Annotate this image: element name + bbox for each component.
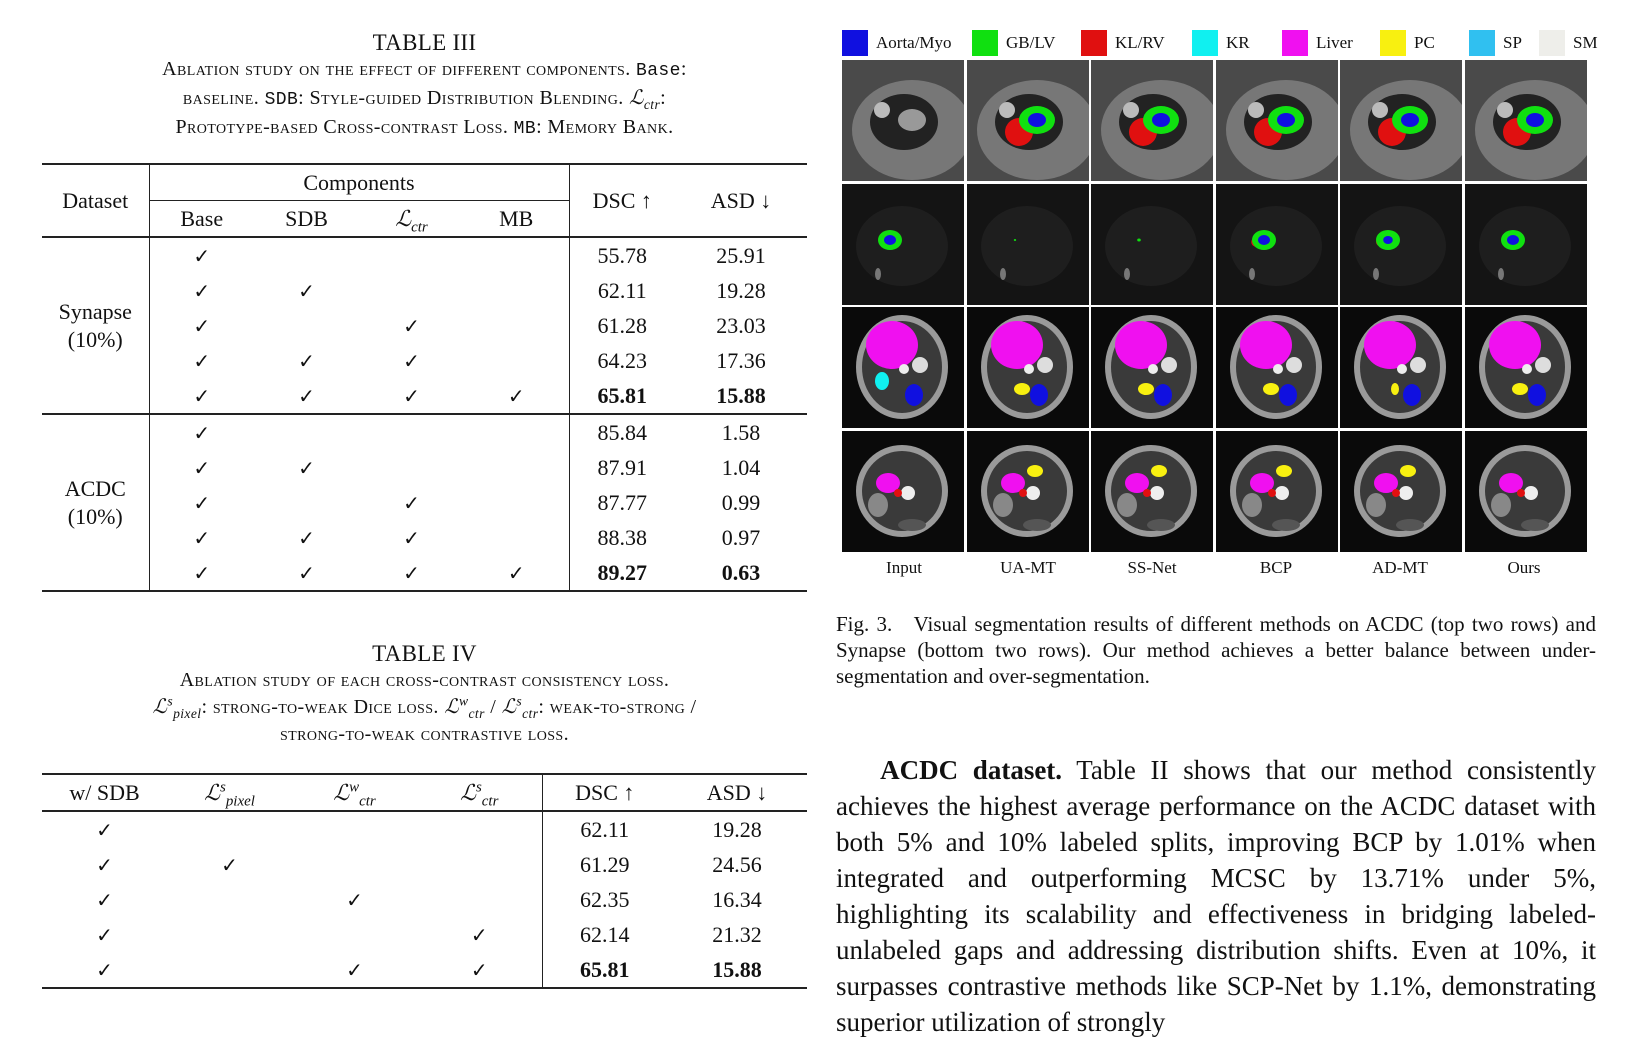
cell-lctr-w: ✓ — [346, 957, 363, 982]
cell-wsdb: ✓ — [96, 852, 113, 877]
cell-mb — [464, 414, 569, 450]
table4-caption — [42, 667, 807, 748]
cell-dsc: 87.77 — [569, 485, 675, 520]
legend-label: SM — [1573, 33, 1598, 52]
cell-base: ✓ — [193, 383, 211, 408]
cell-wsdb: ✓ — [96, 817, 113, 842]
header-dataset: Dataset — [42, 164, 149, 237]
legend-item — [1081, 30, 1165, 56]
header-lctr-s: ℒ$^s_{ctr}$ — [417, 774, 542, 811]
table-row — [42, 414, 807, 450]
cell-lctr: ✓ — [403, 313, 420, 338]
cell-lctr: ✓ — [403, 383, 420, 408]
cell-base: ✓ — [193, 243, 211, 268]
cell-asd: 21.32 — [712, 921, 762, 947]
cell-mb — [464, 237, 569, 273]
table-row — [42, 847, 807, 882]
cell-lctr — [359, 414, 464, 450]
thumbnail-graphic — [1465, 307, 1587, 428]
caption-text: : — [660, 87, 667, 109]
cell-dsc: 62.11 — [569, 273, 675, 308]
legend-item — [1539, 30, 1598, 56]
lctr-symbol: ℒ$_{ctr}$ — [629, 87, 661, 112]
cell-mb — [464, 520, 569, 555]
cell-lctr — [359, 237, 464, 273]
cell-asd-best: 15.88 — [712, 956, 762, 982]
cell-lpixel — [167, 882, 292, 917]
caption-text: : strong-to-weak Dice loss. — [201, 696, 439, 718]
cell-sdb: ✓ — [298, 348, 315, 373]
legend-label: Liver — [1316, 33, 1353, 52]
thumbnail-graphic — [842, 60, 964, 181]
thumbnail-graphic — [1091, 431, 1213, 552]
cell-wsdb: ✓ — [96, 887, 113, 912]
cell-lctr-w — [292, 917, 417, 952]
table-row — [42, 485, 807, 520]
legend-swatch — [1282, 30, 1308, 56]
legend-label: KR — [1226, 33, 1250, 52]
caption-text: : Style-guided Distribution Blending. — [298, 87, 624, 109]
cell-mb — [464, 343, 569, 378]
cell-lctr — [359, 273, 464, 308]
segmentation-thumbnail — [967, 431, 1089, 552]
cell-mb — [464, 308, 569, 343]
thumbnail-graphic — [842, 431, 964, 552]
caption-text: : — [680, 58, 687, 80]
legend-swatch — [1380, 30, 1406, 56]
cell-lctr — [359, 450, 464, 485]
cell-asd: 23.03 — [716, 312, 766, 338]
cell-asd: 1.04 — [721, 454, 761, 480]
legend-label: Aorta/Myo — [876, 33, 952, 52]
column-label: BCP — [1259, 558, 1293, 577]
cell-base: ✓ — [193, 490, 211, 515]
cell-lctr-w — [292, 811, 417, 847]
lctr-s-symbol: ℒ$^s_{ctr}$ — [501, 693, 539, 721]
cell-wsdb: ✓ — [96, 922, 113, 947]
legend-item — [1192, 30, 1250, 56]
segmentation-thumbnail — [842, 307, 964, 428]
cell-dsc-best: 65.81 — [580, 956, 630, 982]
cell-dsc-best: 89.27 — [569, 555, 675, 591]
cell-lpixel: ✓ — [221, 852, 238, 877]
cell-base: ✓ — [193, 348, 211, 373]
cell-dsc-best: 65.81 — [569, 378, 675, 414]
thumbnail-graphic — [1465, 184, 1587, 305]
cell-base: ✓ — [193, 420, 211, 445]
thumbnail-graphic — [1340, 307, 1462, 428]
cell-dsc: 85.84 — [569, 414, 675, 450]
segmentation-thumbnail — [1340, 431, 1462, 552]
cell-asd: 1.58 — [721, 419, 761, 445]
column-label: Input — [886, 558, 922, 577]
segmentation-thumbnail — [1091, 60, 1213, 181]
cell-base: ✓ — [193, 560, 211, 585]
figure-number: Fig. 3. — [836, 612, 893, 636]
thumbnail-graphic — [1216, 307, 1338, 428]
thumbnail-graphic — [1091, 184, 1213, 305]
table-row — [42, 882, 807, 917]
figure-legend — [842, 30, 1602, 58]
thumbnail-graphic — [967, 184, 1089, 305]
cell-lctr: ✓ — [403, 525, 420, 550]
table-row — [42, 273, 807, 308]
legend-item — [1380, 30, 1435, 56]
cell-asd-best: 0.63 — [721, 559, 761, 585]
paragraph-lead: ACDC dataset. — [880, 755, 1063, 785]
header-base: Base — [180, 205, 224, 231]
thumbnail-graphic — [967, 431, 1089, 552]
column-label: SS-Net — [1127, 558, 1177, 577]
thumbnail-graphic — [1091, 60, 1213, 181]
caption-text: Prototype-based Cross-contrast Loss. — [175, 116, 509, 138]
header-asd: ASD ↓ — [675, 164, 807, 237]
thumbnail-graphic — [967, 60, 1089, 181]
cell-mb — [464, 485, 569, 520]
legend-label: SP — [1503, 33, 1522, 52]
legend-swatch — [1081, 30, 1107, 56]
legend-swatch — [1539, 30, 1565, 56]
body-paragraph — [836, 752, 1596, 1040]
thumbnail-graphic — [1340, 431, 1462, 552]
thumbnail-graphic — [1465, 60, 1587, 181]
thumbnail-graphic — [967, 307, 1089, 428]
thumbnail-graphic — [1216, 184, 1338, 305]
legend-swatch — [1469, 30, 1495, 56]
header-sdb: SDB — [285, 205, 328, 231]
column-label: AD-MT — [1372, 558, 1428, 577]
cell-dsc: 62.11 — [580, 816, 630, 842]
caption-text: / — [490, 696, 497, 718]
cell-dsc: 61.28 — [569, 308, 675, 343]
segmentation-thumbnail — [1216, 184, 1338, 305]
legend-swatch — [1192, 30, 1218, 56]
thumbnail-graphic — [1216, 60, 1338, 181]
caption-text: Ablation study on the effect of different components. — [162, 58, 631, 80]
segmentation-thumbnail — [1216, 60, 1338, 181]
caption-text: baseline. — [182, 87, 260, 109]
cell-base: ✓ — [193, 278, 211, 303]
segmentation-thumbnail — [842, 184, 964, 305]
cell-lctr-w: ✓ — [346, 887, 363, 912]
legend-item — [1282, 30, 1353, 56]
header-asd: ASD ↓ — [706, 779, 768, 805]
cell-sdb — [254, 485, 359, 520]
cell-asd: 16.34 — [712, 886, 762, 912]
cell-lctr-s: ✓ — [417, 917, 542, 952]
table-row — [42, 811, 807, 847]
header-wsdb: w/ SDB — [69, 779, 140, 805]
cell-asd: 19.28 — [712, 816, 762, 842]
legend-label: GB/LV — [1006, 33, 1056, 52]
segmentation-thumbnail — [967, 60, 1089, 181]
cell-dsc: 62.14 — [580, 921, 630, 947]
caption-abbrev: Base — [636, 61, 681, 81]
cell-dsc: 62.35 — [580, 886, 630, 912]
cell-lctr-s: ✓ — [417, 952, 542, 988]
table-row — [42, 555, 807, 591]
caption-abbrev: MB — [513, 119, 537, 139]
header-lctr-w: ℒ$^w_{ctr}$ — [333, 779, 376, 809]
legend-swatch — [972, 30, 998, 56]
legend-item — [972, 30, 1055, 56]
segmentation-thumbnail — [1216, 431, 1338, 552]
legend-item — [842, 30, 952, 56]
caption-text: strong-to-weak contrastive loss. — [280, 723, 569, 745]
cell-sdb: ✓ — [298, 525, 315, 550]
column-label: Ours — [1507, 558, 1541, 577]
cell-sdb: ✓ — [298, 455, 315, 480]
table4 — [42, 773, 807, 989]
header-mb: MB — [499, 205, 534, 231]
cell-mb: ✓ — [507, 383, 525, 408]
cell-dsc: 61.29 — [580, 851, 630, 877]
cell-lctr: ✓ — [403, 348, 420, 373]
header-dsc: DSC ↑ — [575, 779, 635, 805]
caption-text: Ablation study of each cross-contrast consistency loss. — [179, 669, 670, 691]
cell-sdb: ✓ — [298, 278, 315, 303]
lpixel-symbol: ℒ$^s_{pixel}$ — [152, 693, 202, 721]
group-label-synapse: Synapse (10%) — [42, 237, 149, 414]
segmentation-thumbnail — [967, 184, 1089, 305]
cell-asd: 0.97 — [721, 524, 761, 550]
cell-lpixel — [167, 917, 292, 952]
segmentation-thumbnail — [1465, 307, 1587, 428]
cell-asd: 25.91 — [716, 242, 766, 268]
segmentation-thumbnail — [842, 60, 964, 181]
lctr-w-symbol: ℒ$^w_{ctr}$ — [444, 693, 485, 721]
caption-text: : weak-to-strong / — [538, 696, 697, 718]
cell-lpixel — [167, 811, 292, 847]
caption-abbrev: SDB — [264, 90, 299, 110]
group-label-acdc: ACDC (10%) — [42, 414, 149, 591]
figure-caption — [836, 611, 1596, 689]
table-row — [42, 952, 807, 988]
figure-caption-text: Visual segmentation results of different methods on ACDC (top two rows) and Synapse (bottom two rows). Our method achieves a better balance between under-segmentation and over-segmentation. — [836, 612, 1596, 688]
thumbnail-graphic — [1465, 431, 1587, 552]
table4-title: TABLE IV — [372, 641, 477, 666]
table-row — [42, 378, 807, 414]
cell-sdb — [254, 414, 359, 450]
cell-dsc: 55.78 — [569, 237, 675, 273]
cell-sdb: ✓ — [298, 560, 315, 585]
caption-text: : Memory Bank. — [536, 116, 674, 138]
segmentation-thumbnail — [967, 307, 1089, 428]
segmentation-thumbnail — [1465, 184, 1587, 305]
cell-sdb — [254, 237, 359, 273]
legend-label: KL/RV — [1115, 33, 1165, 52]
cell-sdb: ✓ — [298, 383, 315, 408]
table-row — [42, 450, 807, 485]
cell-lctr-s — [417, 882, 542, 917]
table-row — [42, 343, 807, 378]
thumbnail-graphic — [1340, 60, 1462, 181]
cell-dsc: 64.23 — [569, 343, 675, 378]
segmentation-thumbnail — [842, 431, 964, 552]
segmentation-thumbnail — [1340, 307, 1462, 428]
thumbnail-graphic — [1216, 431, 1338, 552]
table-row — [42, 520, 807, 555]
segmentation-thumbnail — [1465, 60, 1587, 181]
table3 — [42, 163, 807, 592]
cell-lctr: ✓ — [403, 560, 420, 585]
segmentation-thumbnail — [1216, 307, 1338, 428]
table-row — [42, 308, 807, 343]
cell-asd: 17.36 — [716, 347, 766, 373]
cell-base: ✓ — [193, 525, 211, 550]
table3-title: TABLE III — [372, 30, 477, 55]
cell-lctr: ✓ — [403, 490, 420, 515]
segmentation-thumbnail — [1340, 184, 1462, 305]
header-lpixel: ℒ$^s_{pixel}$ — [204, 779, 255, 809]
cell-asd: 19.28 — [716, 277, 766, 303]
cell-wsdb: ✓ — [96, 957, 113, 982]
header-lctr: ℒ$_{ctr}$ — [395, 205, 428, 235]
legend-swatch — [842, 30, 868, 56]
cell-asd: 24.56 — [712, 851, 762, 877]
cell-asd: 0.99 — [721, 489, 761, 515]
cell-mb: ✓ — [507, 560, 525, 585]
cell-mb — [464, 273, 569, 308]
thumbnail-graphic — [842, 184, 964, 305]
segmentation-thumbnail — [1091, 431, 1213, 552]
legend-item — [1469, 30, 1522, 56]
segmentation-image-grid — [842, 60, 1589, 552]
segmentation-thumbnail — [1091, 184, 1213, 305]
cell-mb — [464, 450, 569, 485]
cell-lctr-s — [417, 811, 542, 847]
column-label: UA-MT — [1000, 558, 1056, 577]
table-row — [42, 917, 807, 952]
cell-base: ✓ — [193, 455, 211, 480]
table3-caption — [42, 56, 807, 143]
segmentation-thumbnail — [1340, 60, 1462, 181]
cell-lpixel — [167, 952, 292, 988]
cell-dsc: 87.91 — [569, 450, 675, 485]
cell-base: ✓ — [193, 313, 211, 338]
segmentation-thumbnail — [1465, 431, 1587, 552]
paragraph-text: Table II shows that our method consistently achieves the highest average performance on the ACDC dataset with both 5% and 10% labeled splits, improving BCP by 1.01% when integrated and outperforming MCSC by 13.71% under 5%, highlighting its scalability and effectiveness in bridging labeled-unlabeled gaps and addressing distribution shifts. Even at 10%, it surpasses contrastive methods like SCP-Net by 1.1%, demonstrating superior utilization of strongly — [836, 755, 1597, 1037]
header-dsc: DSC ↑ — [569, 164, 675, 237]
thumbnail-graphic — [1091, 307, 1213, 428]
thumbnail-graphic — [1340, 184, 1462, 305]
cell-lctr-s — [417, 847, 542, 882]
table-row — [42, 237, 807, 273]
thumbnail-graphic — [842, 307, 964, 428]
segmentation-thumbnail — [1091, 307, 1213, 428]
cell-dsc: 88.38 — [569, 520, 675, 555]
cell-sdb — [254, 308, 359, 343]
header-components: Components — [149, 164, 569, 201]
cell-lctr-w — [292, 847, 417, 882]
legend-label: PC — [1414, 33, 1435, 52]
cell-asd-best: 15.88 — [716, 382, 766, 408]
